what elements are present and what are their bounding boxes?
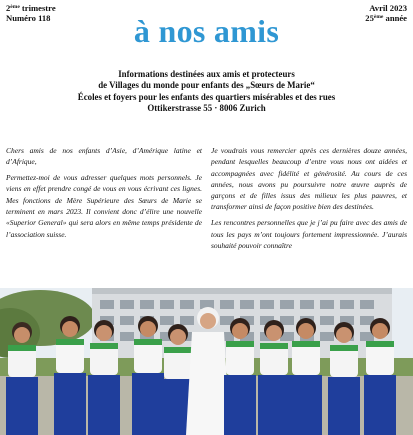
intro-line: de Villages du monde pour enfants des „Sœurs de Marie“ (98, 80, 315, 91)
intro-block (0, 69, 413, 115)
address-line: Ottikerstrasse 55 · 8006 Zurich (147, 103, 266, 114)
publication-title: à nos amis (133, 13, 280, 49)
group-photo (0, 288, 413, 435)
masthead (0, 0, 413, 54)
letter-paragraph: Permettez-moi de vous adresser quelques mots personnels. Je viens en effet prendre congé de vous en vous écrivant ces lignes. Mes fonctions de Mère Supérieure des Sœurs de Marie se terminent en mars 2023. Il convient donc d’élire une nouvelle «Superior General» qui sera alors en même temps présidente de l’association suisse. (6, 173, 202, 239)
letter-column-left (6, 145, 202, 244)
intro-line: Informations destinées aux amis et protecteurs (118, 69, 295, 79)
year-line: 25ème année (365, 13, 407, 23)
letter-paragraph: Chers amis de nos enfants d’Asie, d’Amérique latine et d’Afrique, (6, 146, 202, 167)
letter-column-right (211, 145, 407, 256)
quarter-line: 2ème trimestre (6, 3, 56, 13)
issue-date: Avril 2023 (369, 3, 407, 13)
date-info (365, 3, 407, 23)
intro-line: Écoles et foyers pour les enfants des quartiers misérables et des rues (77, 91, 336, 102)
issue-number: Numéro 118 (6, 13, 51, 23)
group-photo-illustration (0, 288, 413, 435)
letter-paragraph: Les rencontres personnelles que je j’ai pu faire avec des amis de tous les pays m’ont toujours fortement impressionnée. J’aurais souhaité pouvoir connaître (211, 218, 407, 250)
letter-paragraph: Je voudrais vous remercier après ces dernières douze années, pendant lesquelles beaucoup d’entre vous nous ont aidées et accompagnées avec fidélité et générosité. Au cours de ces années, nous avons pu poursuivre notre œuvre auprès de garçons et de filles issus des milieux les plus pauvres, et transformer ainsi de façon positive bien des destinées. (211, 146, 407, 212)
